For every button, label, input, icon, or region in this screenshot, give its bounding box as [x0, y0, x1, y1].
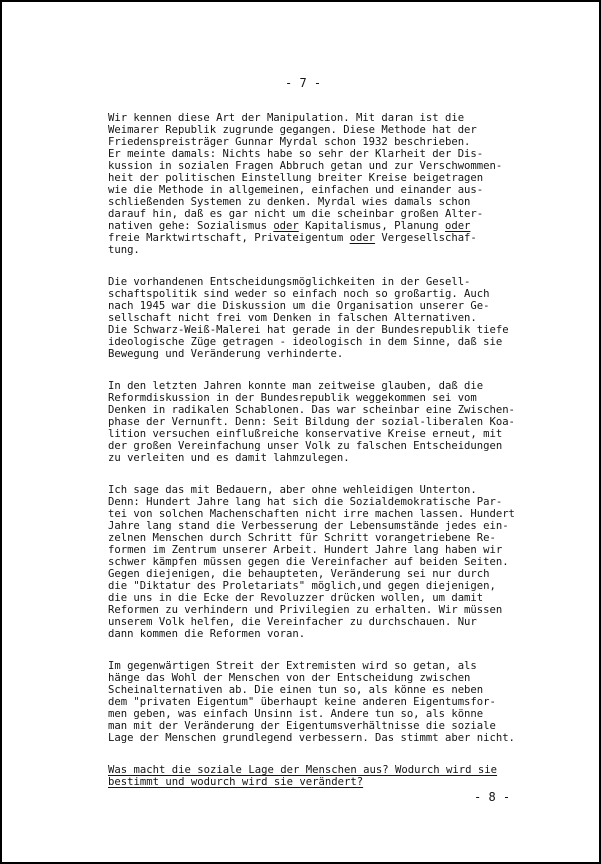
text-line-with-underlines: [108, 232, 568, 244]
text-line: dann kommen die Reformen voran.: [108, 628, 306, 640]
text-line: Denken in radikalen Schablonen. Das war scheinbar eine Zwischen-: [108, 404, 515, 416]
paragraph-4: [108, 484, 568, 640]
text-line: die "Diktatur des Proletariats" möglich,und gegen diejenigen,: [108, 580, 496, 592]
text-line: Gegen diejenigen, die behaupteten, Veränderung sei nur durch: [108, 568, 490, 580]
text-line: formen im Zentrum unserer Arbeit. Hundert Jahre lang haben wir: [108, 544, 503, 556]
text-segment: Vergesellschaf-: [375, 232, 477, 244]
text-line: ideologische Züge getragen - ideologisch in dem Sinne, daß sie: [108, 336, 503, 348]
text-line: schaftspolitik sind weder so einfach noch so großartig. Auch: [108, 288, 490, 300]
paragraph-2: [108, 276, 568, 360]
underlined-question-line: bestimmt und wodurch wird sie verändert?: [108, 776, 364, 788]
text-line: man mit der Veränderung der Eigentumsverhältnisse die soziale: [108, 720, 496, 732]
underlined-word: oder: [444, 220, 471, 232]
underlined-word: oder: [273, 220, 299, 232]
text-line: Ich sage das mit Bedauern, aber ohne wehleidigen Unterton.: [108, 484, 477, 496]
text-line: Lage der Menschen grundlegend verbessern. Das stimmt aber nicht.: [108, 732, 515, 744]
underlined-word: oder: [349, 232, 376, 244]
text-line: In den letzten Jahren konnte man zeitweise glauben, daß die: [108, 380, 484, 392]
text-line: Reformdiskussion in der Bundesrepublik weggekommen sei vom: [108, 392, 477, 404]
text-line: Er meinte damals: Nichts habe so sehr der Klarheit der Dis-: [108, 148, 484, 160]
page-number: - 7 -: [285, 76, 322, 90]
text-line: nach 1945 war die Diskussion um die Organisation unserer Ge-: [108, 300, 490, 312]
text-line: darauf hin, daß es gar nicht um die scheinbar großen Alter-: [108, 208, 484, 220]
text-line: Die vorhandenen Entscheidungsmöglichkeiten in der Gesell-: [108, 276, 471, 288]
paragraph-1: [108, 112, 568, 256]
text-line-with-underlines: [108, 220, 568, 232]
text-line: schließenden Systemen zu denken. Myrdal wies damals schon: [108, 196, 471, 208]
text-line: Wir kennen diese Art der Manipulation. Mit daran ist die: [108, 112, 465, 124]
text-line: Reformen zu verhindern und Privilegien zu erhalten. Wir müssen: [108, 604, 503, 616]
text-segment: Kapitalismus, Planung: [298, 220, 445, 232]
next-page-marker: - 8 -: [474, 790, 511, 804]
text-line: sellschaft nicht frei vom Denken in falschen Alternativen.: [108, 312, 477, 324]
text-line: Die Schwarz-Weiß-Malerei hat gerade in der Bundesrepublik tiefe: [108, 324, 509, 336]
text-line: kussion in sozialen Fragen Abbruch getan und zur Verschwommen-: [108, 160, 503, 172]
text-line: unserem Volk helfen, die Vereinfacher zu durchschauen. Nur: [108, 616, 477, 628]
text-line: der großen Vereinfachung unser Volk zu falschen Entscheidungen: [108, 440, 503, 452]
text-segment: nativen gehe: Sozialismus: [108, 220, 274, 232]
text-line: Bewegung und Veränderung verhinderte.: [108, 348, 344, 360]
text-line: tung.: [108, 244, 140, 256]
text-line: lition versuchen einflußreiche konservative Kreise erneut, mit: [108, 428, 503, 440]
text-line: zu verleiten und es damit lahmzulegen.: [108, 452, 350, 464]
text-line: zelnen Menschen durch Schritt für Schritt vorangetriebene Re-: [108, 532, 496, 544]
text-line: Friedenspreisträger Gunnar Myrdal schon 1932 beschrieben.: [108, 136, 471, 148]
text-line: dem "privaten Eigentum" überhaupt keine anderen Eigentumsfor-: [108, 696, 496, 708]
paragraph-3: [108, 380, 568, 464]
text-line: Im gegenwärtigen Streit der Extremisten wird so getan, als: [108, 660, 477, 672]
text-line: Weimarer Republik zugrunde gegangen. Diese Methode hat der: [108, 124, 477, 136]
underlined-question-line: Was macht die soziale Lage der Menschen aus? Wodurch wird sie: [108, 764, 498, 776]
text-line: heit der politischen Einstellung breiter Kreise beigetragen: [108, 172, 484, 184]
document-body: [108, 112, 568, 808]
text-line: men geben, was einfach Unsinn ist. Andere tun so, als könne: [108, 708, 484, 720]
text-line: wie die Methode in allgemeinen, einfachen und einander aus-: [108, 184, 484, 196]
text-line: die uns in die Ecke der Revoluzzer drücken wollen, um damit: [108, 592, 484, 604]
text-line: tei von solchen Machenschaften nicht irre machen lassen. Hundert: [108, 508, 515, 520]
text-line: phase der Vernunft. Denn: Seit Bildung der sozial-liberalen Koa-: [108, 416, 515, 428]
text-line: Denn: Hundert Jahre lang hat sich die Sozialdemokratische Par-: [108, 496, 503, 508]
closing-question: [108, 764, 568, 788]
text-line: schwer kämpfen müssen gegen die Vereinfacher auf beiden Seiten.: [108, 556, 509, 568]
text-line: hänge das Wohl der Menschen von der Entscheidung zwischen: [108, 672, 471, 684]
text-line: Jahre lang stand die Verbesserung der Lebensumstände jedes ein-: [108, 520, 509, 532]
text-line: Scheinalternativen ab. Die einen tun so, als könne es neben: [108, 684, 484, 696]
text-segment: freie Marktwirtschaft, Privateigentum: [108, 232, 350, 244]
paragraph-5: [108, 660, 568, 744]
